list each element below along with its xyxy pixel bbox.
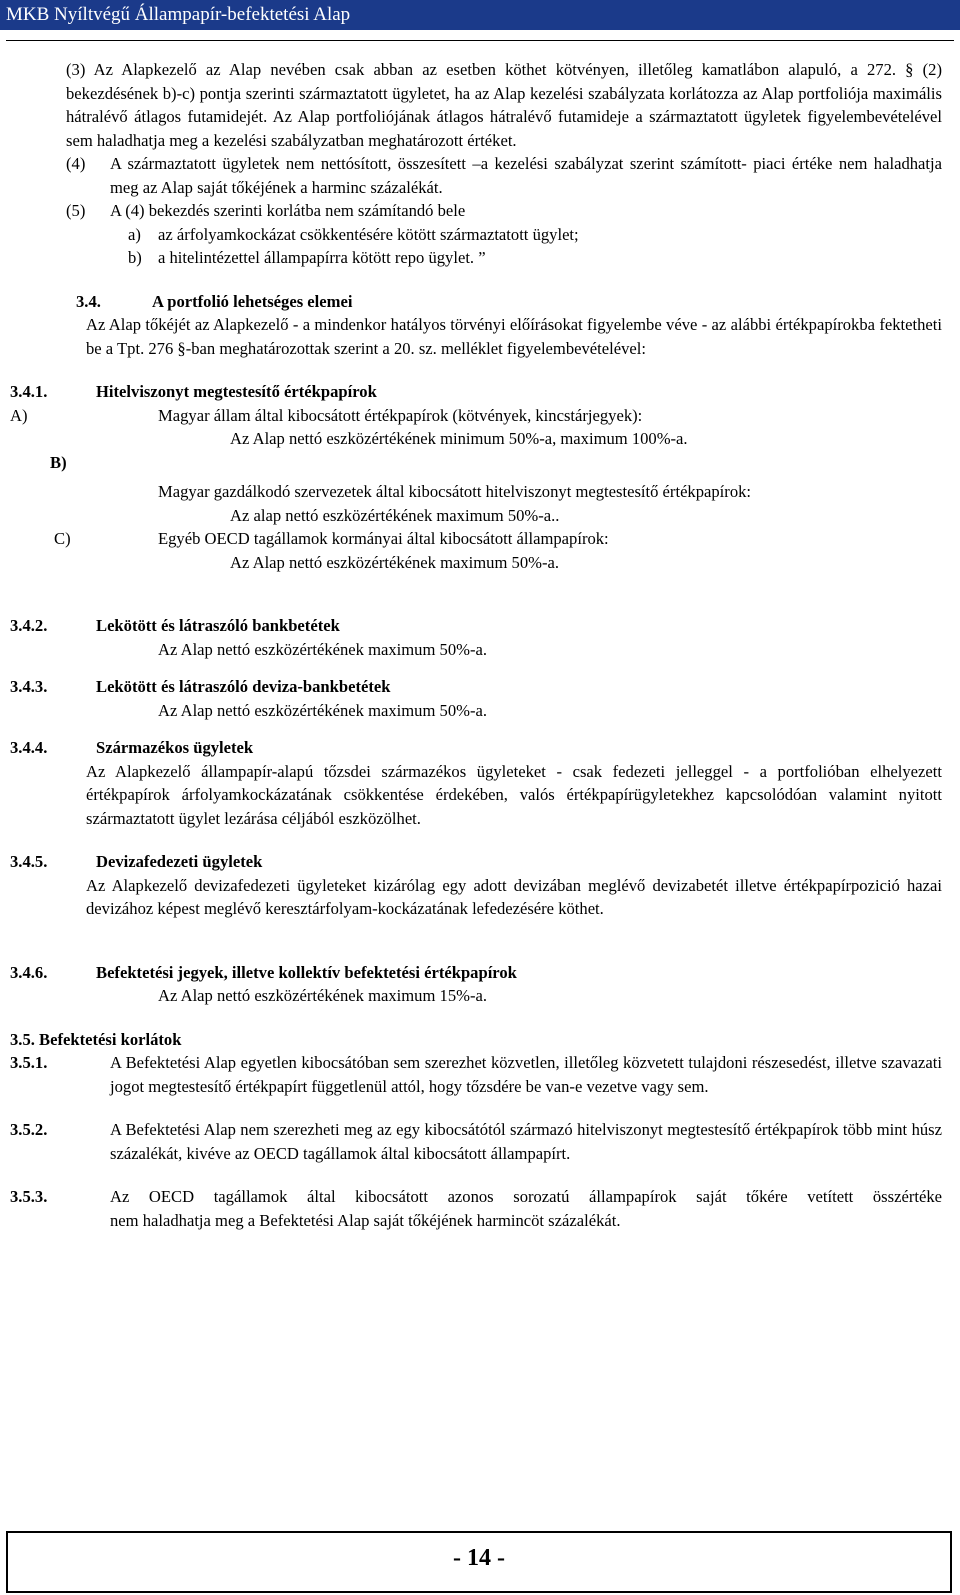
paragraph-5-item-b xyxy=(66,246,942,270)
section-3-5-heading: 3.5. Befektetési korlátok xyxy=(10,1029,182,1049)
paragraph-4-number: (4) xyxy=(66,154,86,173)
paragraph-5-text: A (4) bekezdés szerinti korlátba nem számítandó bele xyxy=(110,201,466,220)
section-3-5-1 xyxy=(10,1051,942,1098)
item-b-label: b) xyxy=(128,248,142,267)
page-number: - 14 - xyxy=(453,1545,505,1571)
category-a-text: Magyar állam által kibocsátott értékpapírok (kötvények, kincstárjegyek): xyxy=(158,405,643,425)
paragraph-4 xyxy=(66,152,942,199)
paragraph-5 xyxy=(66,199,942,223)
paragraph-5-item-a xyxy=(66,223,942,247)
paragraph-3-text: (3) Az Alapkezelő az Alap nevében csak abban az esetben köthet kötvényen, illetőleg kamatlábon alapuló, a 272. § (2) bekezdésének b)-c) pontja szerinti származtatott ügyletet, ha az Alap kezelési szabályzata korlátozza az Alap portfoliója maximális hátralévő átlagos futamidejét. Az Alap portfoliójának átlagos hátralévő futamideje a származtatott ügyletek figyelembevételével sem haladhatja meg a kezelési szabályzatban meghatározott értéket. xyxy=(66,60,942,150)
item-a-text: az árfolyamkockázat csökkentésére kötött származtatott ügylet; xyxy=(158,224,579,244)
document-title: MKB Nyíltvégű Állampapír-befektetési Alap xyxy=(6,4,351,25)
section-number: 3.4. xyxy=(76,291,101,311)
section-3-5-3-body-continued: nem haladhatja meg a Befektetési Alap saját tőkéjének harmincöt százalékát. xyxy=(110,1210,621,1230)
section-3-4-4-body: Az Alapkezelő állampapír-alapú tőzsdei származékos ügyleteket - csak fedezeti jelleggel - a portfolióban elhelyezett értékpapírok árfolyamkockázatának csökkentése érdekében, valós értékpapírügyletekhez kapcsolódóan valamint nyitott származtatott ügylet lezárása céljából eszközölhet. xyxy=(86,761,942,828)
document-body xyxy=(10,58,942,1232)
item-b-text: a hitelintézettel állampapírra kötött repo ügylet. ” xyxy=(158,248,486,267)
category-b-text: Magyar gazdálkodó szervezetek által kibocsátott hitelviszonyt megtestesítő értékpapírok: xyxy=(158,482,752,501)
section-number: 3.4.6. xyxy=(10,962,48,982)
section-3-4-5-body: Az Alapkezelő devizafedezeti ügyleteket kizárólag egy adott devizában meglévő devizabetét illetve értékpapírpozició hazai devizához képest meglévő keresztárfolyam-kockázatának lefedezésére köthet. xyxy=(86,875,942,918)
section-3-5-3 xyxy=(10,1185,942,1209)
section-title: Lekötött és látraszóló deviza-bankbetétek xyxy=(96,677,391,696)
category-c-limit: Az Alap nettó eszközértékének maximum 50%-a. xyxy=(230,552,559,572)
category-c xyxy=(54,527,942,551)
section-3-5-3-body: Az OECD tagállamok által kibocsátott azonos sorozatú állampapírok saját tőkére vetített összértéke xyxy=(110,1187,942,1206)
section-3-4-6-heading xyxy=(10,961,942,985)
section-3-4-3-heading xyxy=(10,675,942,699)
section-3-4-heading xyxy=(10,290,942,314)
section-title: Hitelviszonyt megtestesítő értékpapírok xyxy=(96,382,377,401)
section-3-4-6-limit: Az Alap nettó eszközértékének maximum 15%-a. xyxy=(158,986,487,1005)
paragraph-4-text: A származtatott ügyletek nem nettósított, összesített –a kezelési szabályzat szerint számított- piaci értéke nem haladhatja meg az Alap saját tőkéjének a harminc százalékát. xyxy=(110,154,942,197)
section-number: 3.4.4. xyxy=(10,738,48,757)
section-number: 3.4.2. xyxy=(10,616,48,635)
section-3-5-2-body: A Befektetési Alap nem szerezheti meg az egy kibocsátótól származó hitelviszonyt megtestesítő értékpapírok több mint húsz százalékát, kivéve az OECD tagállamok által kibocsátott állampapírt. xyxy=(110,1120,942,1163)
section-3-4-3-limit: Az Alap nettó eszközértékének maximum 50%-a. xyxy=(158,700,487,720)
section-3-4-1-heading xyxy=(10,380,942,404)
item-a-label: a) xyxy=(128,224,141,244)
section-3-4-5-heading xyxy=(10,850,942,874)
section-3-5-1-body: A Befektetési Alap egyetlen kibocsátóban sem szerezhet közvetlen, illetőleg közvetett tulajdoni részesedést, illetve szavazati jogot megtestesítő értékpapírt függetlenül attól, hogy tőzsdére be van-e vezetve vagy sem. xyxy=(110,1053,942,1096)
header-rule xyxy=(6,40,954,41)
section-title: Lekötött és látraszóló bankbetétek xyxy=(96,616,340,635)
section-3-4-2-heading xyxy=(10,614,942,638)
page-footer xyxy=(6,1531,952,1593)
section-3-5-2 xyxy=(10,1118,942,1165)
section-number: 3.4.5. xyxy=(10,852,48,871)
section-title: Devizafedezeti ügyletek xyxy=(96,852,263,871)
header-band xyxy=(0,0,960,30)
category-b-label: B) xyxy=(50,452,67,472)
category-b-limit: Az alap nettó eszközértékének maximum 50%-a.. xyxy=(230,505,560,525)
section-title: A portfolió lehetséges elemei xyxy=(152,291,353,311)
category-c-text: Egyéb OECD tagállamok kormányai által kibocsátott állampapírok: xyxy=(158,529,609,548)
section-3-4-body: Az Alap tőkéjét az Alapkezelő - a mindenkor hatályos törvényi előírásokat figyelembe véve - az alábbi értékpapírokba fektetheti be a Tpt. 276 §-ban meghatározottak szerint a 20. sz. melléklet figyelembevételével: xyxy=(86,315,942,358)
section-number: 3.5.2. xyxy=(10,1120,48,1139)
section-title: Befektetési jegyek, illetve kollektív befektetési értékpapírok xyxy=(96,962,517,982)
category-a-label: A) xyxy=(10,405,28,425)
section-number: 3.5.1. xyxy=(10,1053,48,1072)
section-number: 3.4.1. xyxy=(10,382,48,401)
section-3-4-2-limit: Az Alap nettó eszközértékének maximum 50%-a. xyxy=(158,639,487,659)
section-3-4-4-heading xyxy=(10,736,942,760)
paragraph-5-number: (5) xyxy=(66,201,86,220)
section-title: Származékos ügyletek xyxy=(96,738,254,757)
section-number: 3.4.3. xyxy=(10,677,48,696)
category-a-limit: Az Alap nettó eszközértékének minimum 50%-a, maximum 100%-a. xyxy=(230,429,688,448)
paragraph-3 xyxy=(66,58,942,152)
category-a xyxy=(10,404,942,428)
category-c-label: C) xyxy=(54,529,71,548)
section-number: 3.5.3. xyxy=(10,1187,48,1206)
